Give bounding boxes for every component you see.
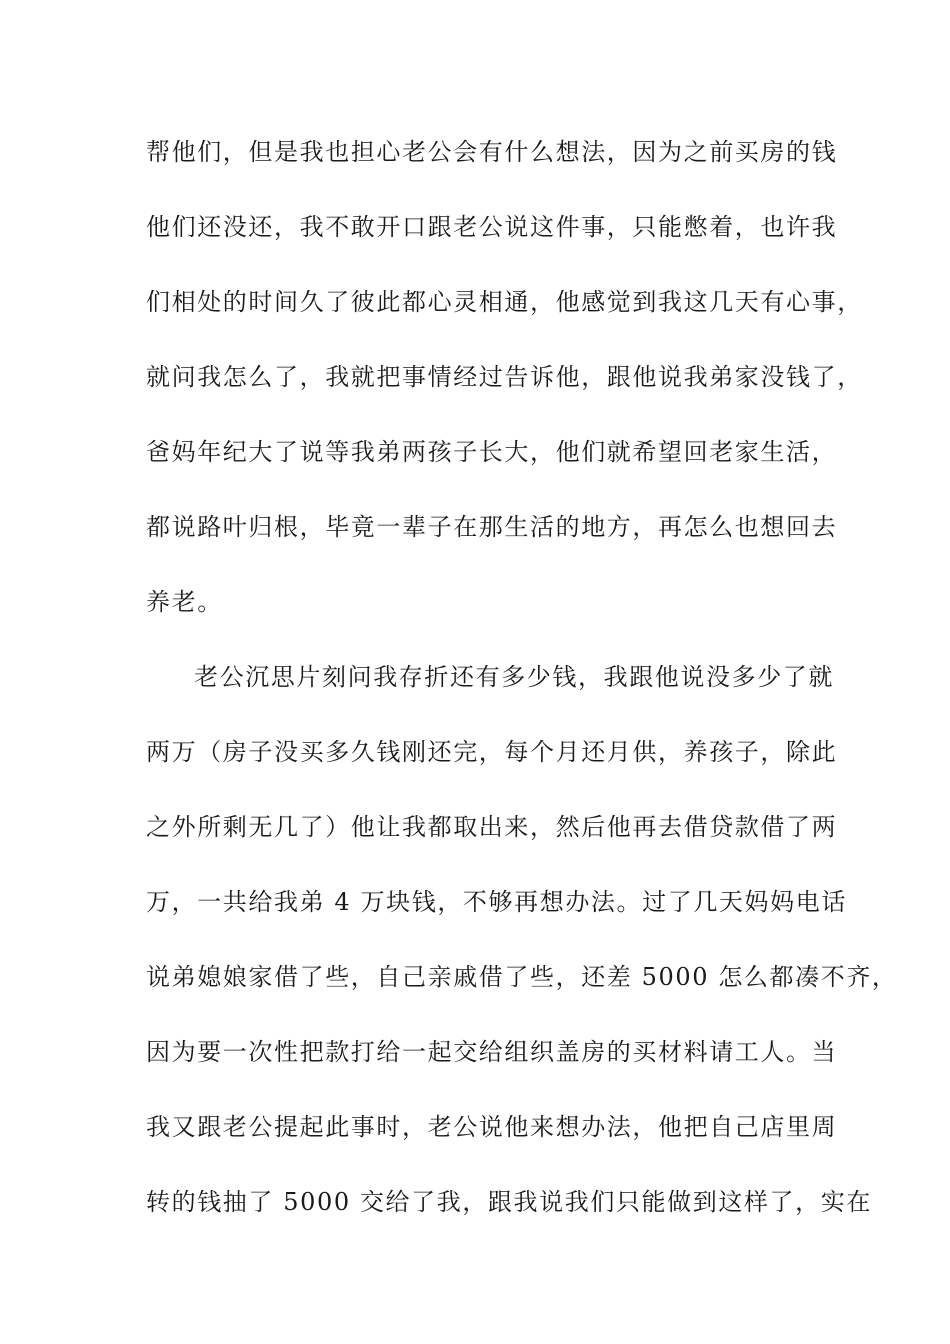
text-line: 帮他们，但是我也担心老公会有什么想法，因为之前买房的钱 — [146, 138, 838, 166]
text-line: 他们还没还，我不敢开口跟老公说这件事，只能憋着，也许我 — [146, 213, 838, 241]
text-line: 因为要一次性把款打给一起交给组织盖房的买材料请工人。当 — [146, 1038, 838, 1066]
text-line: 我又跟老公提起此事时，老公说他来想办法，他把自己店里周 — [146, 1113, 838, 1141]
text-line: 说弟媳娘家借了些，自己亲戚借了些，还差 5000 怎么都凑不齐， — [146, 963, 898, 991]
paragraph-first-line: 老公沉思片刻问我存折还有多少钱，我跟他说没多少了就 — [194, 663, 834, 691]
text-line: 之外所剩无几了）他让我都取出来，然后他再去借贷款借了两 — [146, 813, 838, 841]
text-line: 万，一共给我弟 4 万块钱，不够再想办法。过了几天妈妈电话 — [146, 888, 847, 916]
text-line: 两万（房子没买多久钱刚还完，每个月还月供，养孩子，除此 — [146, 738, 838, 766]
text-line: 都说路叶归根，毕竟一辈子在那生活的地方，再怎么也想回去 — [146, 513, 838, 541]
text-line: 转的钱抽了 5000 交给了我，跟我说我们只能做到这样了，实在 — [146, 1188, 872, 1216]
text-line: 们相处的时间久了彼此都心灵相通，他感觉到我这几天有心事， — [146, 288, 863, 316]
text-line: 养老。 — [146, 588, 223, 616]
text-line: 爸妈年纪大了说等我弟两孩子长大，他们就希望回老家生活， — [146, 438, 838, 466]
text-line: 就问我怎么了，我就把事情经过告诉他，跟他说我弟家没钱了， — [146, 363, 863, 391]
